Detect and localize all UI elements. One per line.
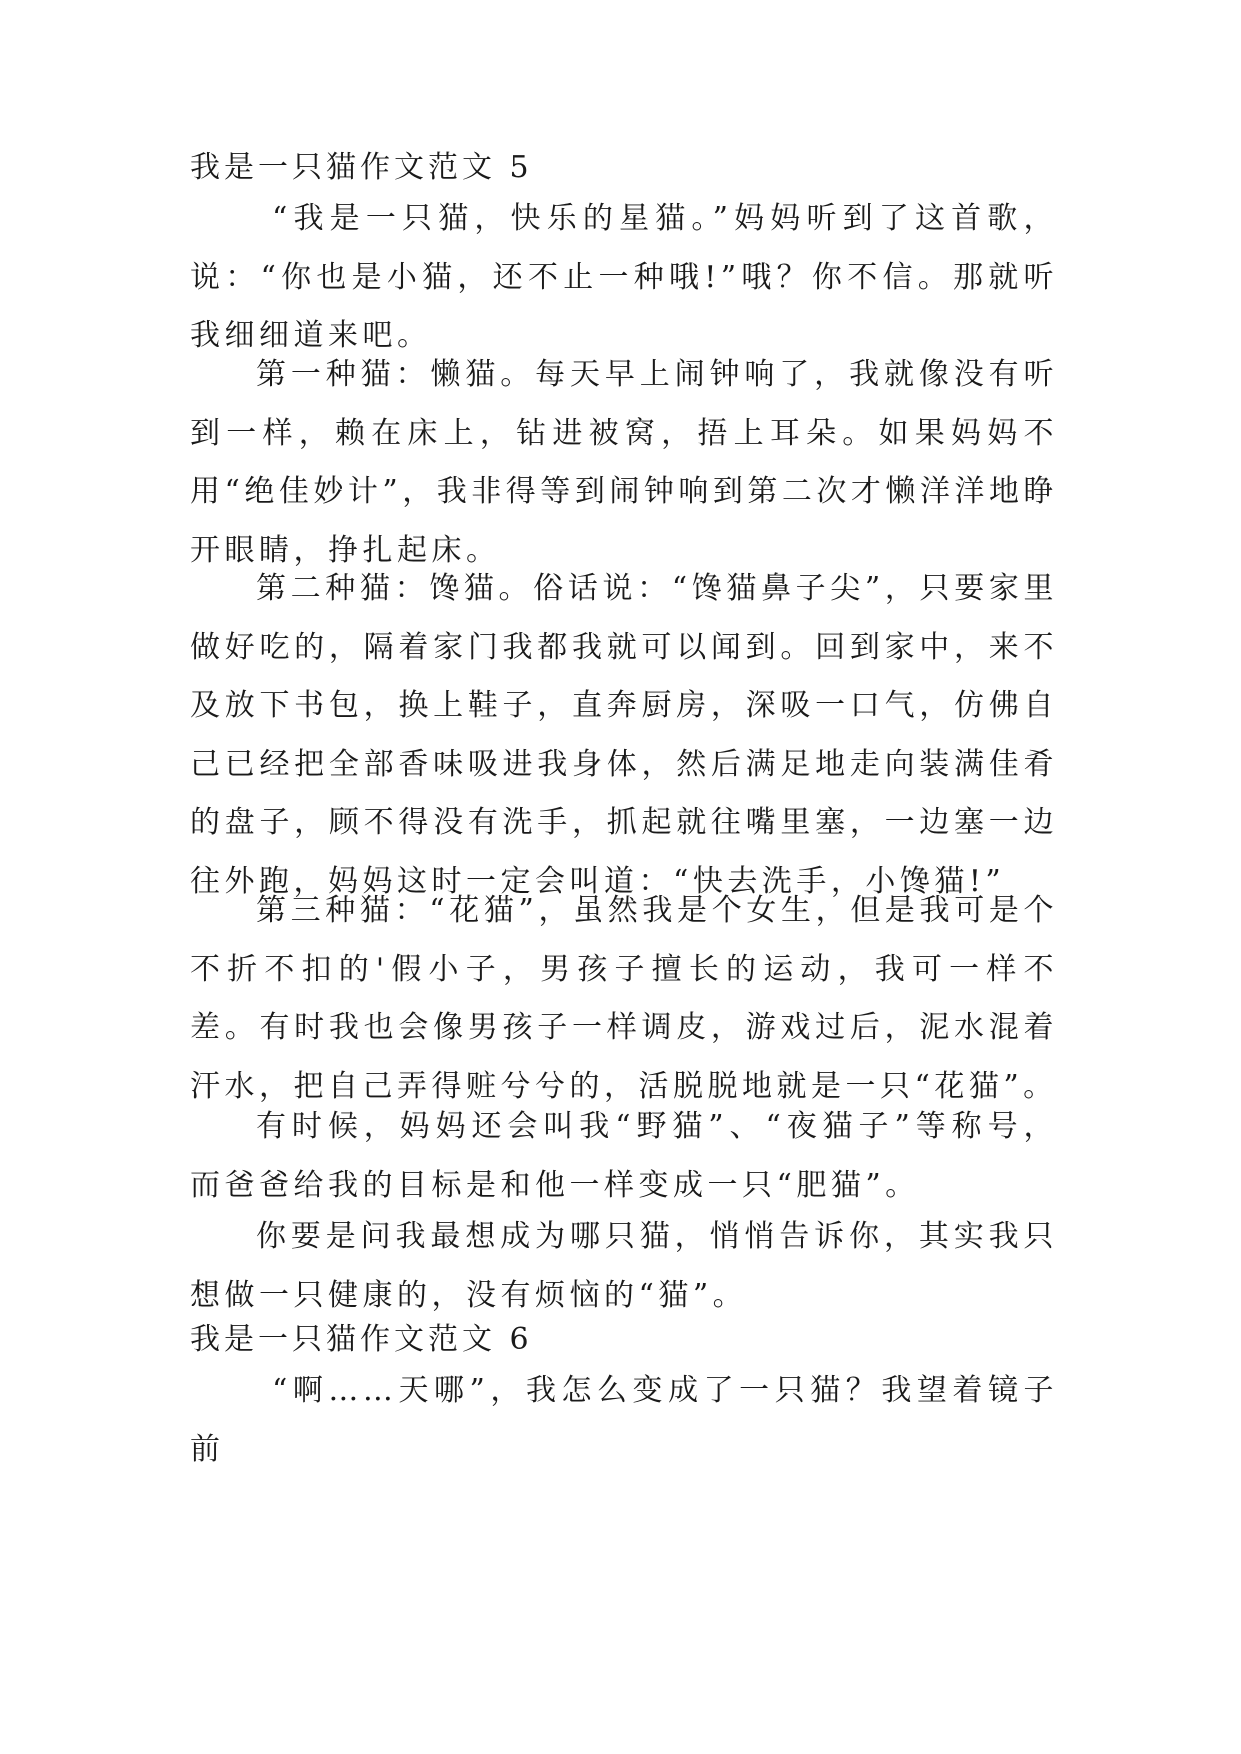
paragraph: 第二种猫：馋猫。俗话说：“馋猫鼻子尖”，只要家里做好吃的，隔着家门我都我就可以闻到。回到家中，来不及放下书包，换上鞋子，直奔厨房，深吸一口气，仿佛自己已经把全部香味吸进我身体，然后满足地走向装满佳肴的盘子，顾不得没有洗手，抓起就往嘴里塞，一边塞一边往外跑，妈妈这时一定会叫道：“快去洗手，小馋猫!” — [190, 571, 1058, 899]
paragraph: “啊……天哪”，我怎么变成了一只猫？我望着镜子前 — [190, 1373, 1058, 1467]
paragraph: 第一种猫：懒猫。每天早上闹钟响了，我就像没有听到一样，赖在床上，钻进被窝，捂上耳朵。如果妈妈不用“绝佳妙计”，我非得等到闹钟响到第二次才懒洋洋地睁开眼睛，挣扎起床。 — [190, 357, 1058, 568]
paragraph: 你要是问我最想成为哪只猫，悄悄告诉你，其实我只想做一只健康的，没有烦恼的“猫”。 — [190, 1219, 1058, 1313]
paragraph: 有时候，妈妈还会叫我“野猫”、“夜猫子”等称号，而爸爸给我的目标是和他一样变成一只“肥猫”。 — [190, 1109, 1058, 1203]
paragraph: 第三种猫：“花猫”，虽然我是个女生，但是我可是个不折不扣的'假小子，男孩子擅长的运动，我可一样不差。有时我也会像男孩子一样调皮，游戏过后，泥水混着汗水，把自己弄得赃兮兮的，活脱脱地就是一只“花猫”。 — [190, 893, 1058, 1104]
paragraph: “我是一只猫，快乐的星猫。”妈妈听到了这首歌，说：“你也是小猫，还不止一种哦!”哦？你不信。那就听我细细道来吧。 — [190, 201, 1058, 353]
section-heading: 我是一只猫作文范文 6 — [190, 1322, 533, 1357]
section-heading: 我是一只猫作文范文 5 — [190, 150, 533, 185]
